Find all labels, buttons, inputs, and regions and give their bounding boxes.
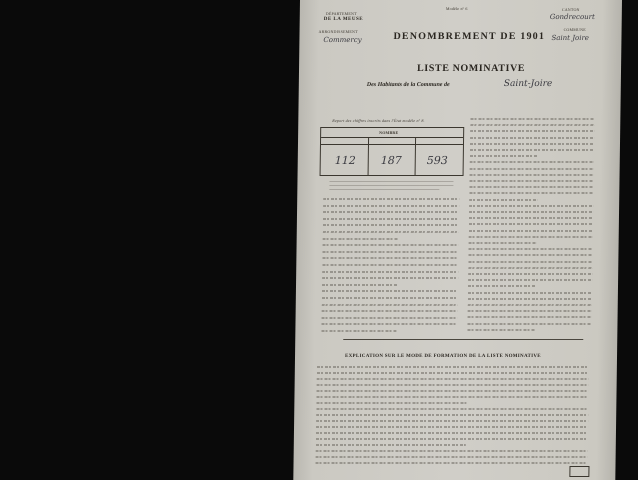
text-line — [323, 244, 459, 246]
text-line — [317, 378, 589, 380]
document-subtitle: LISTE NOMINATIVE — [416, 63, 526, 74]
text-line — [468, 279, 592, 281]
arrondissement-label: ARRONDISSEMENT — [318, 29, 358, 34]
text-line — [323, 218, 459, 220]
text-line — [468, 285, 536, 287]
table-col-sep-2 — [415, 137, 417, 175]
canton-label: CANTON — [561, 7, 580, 12]
text-line — [470, 143, 594, 145]
table-cell-1: 187 — [380, 154, 402, 167]
text-line — [323, 211, 459, 213]
table-cell-0: 112 — [334, 154, 356, 167]
text-line — [322, 271, 458, 273]
text-line — [468, 298, 592, 300]
text-line — [469, 186, 593, 188]
text-line — [469, 230, 593, 232]
text-line — [322, 290, 458, 292]
text-line — [322, 310, 458, 312]
text-line — [317, 384, 589, 386]
text-line — [469, 211, 593, 213]
text-line — [323, 224, 459, 226]
text-line — [469, 236, 593, 238]
text-line — [469, 199, 537, 201]
report-table — [320, 127, 465, 176]
text-line — [317, 372, 589, 374]
text-line — [470, 161, 594, 163]
canton-value: Gondrecourt — [549, 13, 595, 21]
text-line — [470, 149, 594, 151]
commune-line-prefix: Des Habitants de la Commune de — [366, 82, 450, 88]
text-line — [468, 261, 592, 263]
text-line — [470, 155, 538, 157]
text-line — [469, 223, 593, 225]
text-line — [316, 414, 588, 416]
commune-label: COMMUNE — [563, 27, 586, 32]
text-line — [317, 366, 589, 368]
text-line — [469, 242, 537, 244]
text-line — [316, 420, 588, 422]
text-line — [469, 192, 593, 194]
text-line — [322, 277, 458, 279]
text-line — [317, 390, 589, 392]
table-divider-2 — [321, 144, 463, 145]
text-line — [316, 402, 466, 404]
text-line — [316, 426, 588, 428]
text-line — [468, 254, 592, 256]
note-line — [329, 181, 453, 182]
text-line — [470, 130, 594, 132]
model-number: Modèle nº 6 — [445, 6, 468, 11]
table-col-sep — [368, 137, 370, 175]
table-divider — [321, 137, 463, 138]
document-title: DENOMBREMENT DE 1901 — [393, 31, 546, 42]
text-line — [468, 316, 592, 318]
text-line — [316, 456, 588, 458]
arrondissement-value: Commercy — [323, 36, 362, 44]
section-rule — [343, 339, 583, 340]
text-line — [322, 284, 397, 286]
text-line — [469, 205, 593, 207]
text-line — [470, 168, 594, 170]
text-line — [467, 329, 535, 331]
text-line — [467, 323, 591, 325]
text-line — [322, 257, 458, 259]
text-line — [322, 317, 458, 319]
text-line — [316, 438, 588, 440]
text-line — [469, 217, 593, 219]
text-line — [322, 251, 458, 253]
text-line — [469, 180, 593, 182]
text-line — [468, 310, 592, 312]
text-line — [323, 198, 459, 200]
text-line — [468, 304, 592, 306]
text-line — [470, 137, 594, 139]
explication-title: EXPLICATION SUR LE MODE DE FORMATION DE LA LISTE NOMINATIVE — [344, 354, 541, 359]
text-line — [323, 205, 459, 207]
table-header: NOMBRE — [379, 130, 399, 135]
text-line — [316, 396, 588, 398]
text-line — [468, 292, 592, 294]
text-line — [323, 231, 459, 233]
text-line — [322, 304, 458, 306]
footer-box — [569, 466, 589, 477]
department-label: DÉPARTEMENT — [325, 11, 357, 16]
text-line — [316, 444, 466, 446]
commune-line-value: Saint-Joire — [503, 79, 553, 89]
text-line — [316, 462, 588, 464]
text-line — [470, 174, 594, 176]
table-cell-2: 593 — [426, 154, 448, 167]
text-line — [470, 124, 594, 126]
commune-value: Saint Joire — [551, 34, 590, 42]
text-line — [469, 248, 593, 250]
text-line — [316, 408, 588, 410]
census-form-scan — [293, 0, 622, 480]
text-line — [322, 264, 458, 266]
text-line — [321, 330, 396, 332]
text-line — [322, 297, 458, 299]
text-line — [468, 273, 592, 275]
text-line — [316, 432, 588, 434]
table-caption: Report des chiffres inscrits dans l'État modèle nº 8. — [332, 118, 425, 123]
text-line — [470, 118, 594, 120]
text-line — [323, 238, 398, 240]
text-line — [321, 323, 457, 325]
note-line — [329, 189, 439, 190]
note-line — [329, 185, 453, 186]
text-line — [468, 267, 592, 269]
text-line — [316, 450, 588, 452]
department-value: DE LA MEUSE — [323, 17, 364, 22]
